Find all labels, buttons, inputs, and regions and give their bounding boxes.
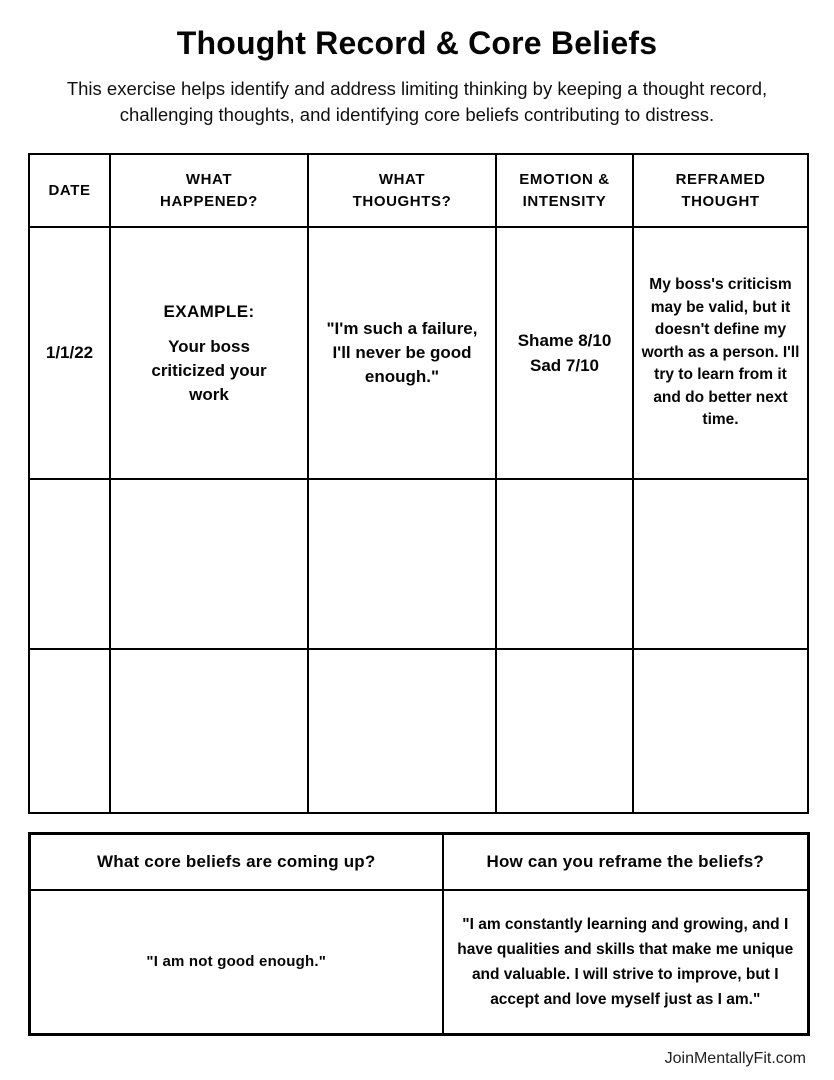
blank-reframed-thought-cell xyxy=(633,649,808,813)
col-header-what-thoughts xyxy=(308,154,496,227)
page-title: Thought Record & Core Beliefs xyxy=(176,25,658,61)
example-what-thoughts-cell: "I'm such a failure, I'll never be good enough." xyxy=(308,227,496,479)
reframe-beliefs-header: How can you reframe the beliefs? xyxy=(443,834,809,890)
blank-entry-row xyxy=(29,649,808,813)
example-emotion-line-1: Shame 8/10 xyxy=(517,331,612,350)
blank-what-happened-cell xyxy=(110,479,308,649)
blank-what-thoughts-cell xyxy=(308,479,496,649)
example-date-cell: 1/1/22 xyxy=(29,227,110,479)
intro-text: This exercise helps identify and address limiting thinking by keeping a thought record, challenging thoughts, and identifying core beliefs contributing to distress. xyxy=(66,78,768,125)
blank-what-thoughts-cell xyxy=(308,649,496,813)
thought-record-table xyxy=(28,153,809,814)
blank-emotion-cell xyxy=(496,479,633,649)
blank-date-cell xyxy=(29,649,110,813)
footer-site-text: JoinMentallyFit.com xyxy=(664,1050,806,1067)
core-beliefs-header-row xyxy=(30,834,809,890)
reframed-belief-cell: "I am constantly learning and growing, and I have qualities and skills that make me unique and valuable. I will strive to improve, but I accept and love myself just as I am." xyxy=(443,890,809,1035)
blank-emotion-cell xyxy=(496,649,633,813)
core-beliefs-content-row xyxy=(30,890,809,1035)
example-emotion-cell xyxy=(496,227,633,479)
core-belief-cell: "I am not good enough." xyxy=(30,890,443,1035)
blank-what-happened-cell xyxy=(110,649,308,813)
col-header-emotion-intensity-label: EMOTION & INTENSITY xyxy=(519,170,610,210)
example-reframed-thought-cell: My boss's criticism may be valid, but it doesn't define my worth as a person. I'll try to learn from it and do better next time. xyxy=(633,227,808,479)
col-header-what-happened-label: WHAT HAPPENED? xyxy=(160,170,258,210)
example-what-happened-text: Your boss criticized your work xyxy=(151,336,267,404)
example-what-happened-cell xyxy=(110,227,308,479)
col-header-date-label: DATE xyxy=(48,181,91,199)
thought-record-header-row xyxy=(29,154,808,227)
core-beliefs-header: What core beliefs are coming up? xyxy=(30,834,443,890)
col-header-date xyxy=(29,154,110,227)
example-label: EXAMPLE: xyxy=(163,301,255,321)
col-header-what-thoughts-label: WHAT THOUGHTS? xyxy=(352,170,452,210)
example-emotion-line-2: Sad 7/10 xyxy=(530,356,599,375)
col-header-reframed-thought xyxy=(633,154,808,227)
core-beliefs-table xyxy=(28,832,810,1036)
blank-date-cell xyxy=(29,479,110,649)
example-row xyxy=(29,227,808,479)
col-header-emotion-intensity xyxy=(496,154,633,227)
footer xyxy=(0,1050,834,1068)
col-header-reframed-thought-label: REFRAMED THOUGHT xyxy=(675,170,766,210)
col-header-what-happened xyxy=(110,154,308,227)
blank-entry-row xyxy=(29,479,808,649)
blank-reframed-thought-cell xyxy=(633,479,808,649)
